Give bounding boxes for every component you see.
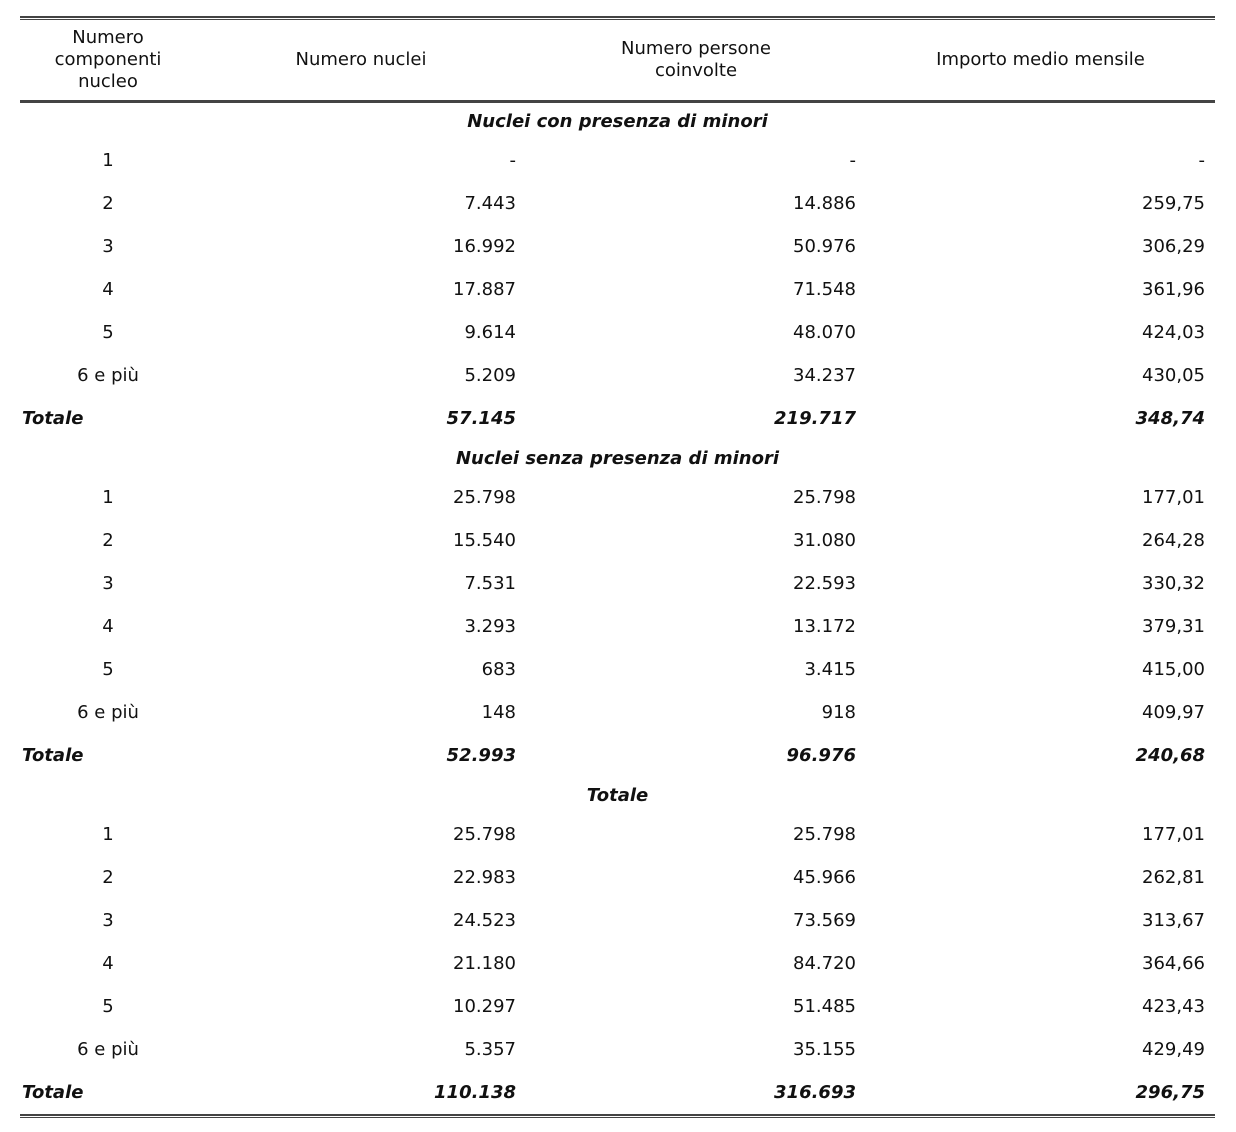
total-nuclei: 52.993 <box>446 745 516 766</box>
total-label: Totale <box>22 745 84 766</box>
cell-persone: 25.798 <box>793 487 856 508</box>
cell-importo: 177,01 <box>1142 824 1205 845</box>
cell-importo: 379,31 <box>1142 616 1205 637</box>
cell-componenti: 6 e più <box>77 365 139 386</box>
cell-persone: 14.886 <box>793 193 856 214</box>
table-row <box>20 942 1215 985</box>
table-row <box>20 605 1215 648</box>
total-label: Totale <box>22 408 84 429</box>
header-componenti: Numero componenti nucleo <box>54 27 162 92</box>
header-row <box>20 20 1215 101</box>
cell-nuclei: 3.293 <box>464 616 516 637</box>
table-row <box>20 856 1215 899</box>
cell-importo: 423,43 <box>1142 996 1205 1017</box>
cell-componenti: 5 <box>102 996 114 1017</box>
cell-nuclei: 16.992 <box>453 236 516 257</box>
cell-componenti: 1 <box>102 150 114 171</box>
cell-persone: 48.070 <box>793 322 856 343</box>
table-row <box>20 476 1215 519</box>
cell-componenti: 3 <box>102 236 114 257</box>
cell-importo: 306,29 <box>1142 236 1205 257</box>
header-nuclei: Numero nuclei <box>295 49 427 70</box>
cell-nuclei: 15.540 <box>453 530 516 551</box>
cell-nuclei: 7.531 <box>464 573 516 594</box>
table-row <box>20 268 1215 311</box>
cell-persone: 34.237 <box>793 365 856 386</box>
cell-persone: 3.415 <box>804 659 856 680</box>
section-header-row <box>20 103 1215 140</box>
total-persone: 316.693 <box>774 1082 856 1103</box>
cell-nuclei: 22.983 <box>453 867 516 888</box>
total-label: Totale <box>22 1082 84 1103</box>
cell-nuclei: 10.297 <box>453 996 516 1017</box>
table-row <box>20 813 1215 856</box>
cell-persone: 22.593 <box>793 573 856 594</box>
cell-persone: 35.155 <box>793 1039 856 1060</box>
total-nuclei: 110.138 <box>434 1082 516 1103</box>
cell-componenti: 6 e più <box>77 702 139 723</box>
total-row <box>20 734 1215 777</box>
cell-persone: 25.798 <box>793 824 856 845</box>
cell-componenti: 1 <box>102 824 114 845</box>
cell-nuclei: 5.209 <box>464 365 516 386</box>
cell-importo: 330,32 <box>1142 573 1205 594</box>
cell-importo: 409,97 <box>1142 702 1205 723</box>
section-title: Nuclei con presenza di minori <box>467 110 768 132</box>
header-persone: Numero persone coinvolte <box>621 38 771 81</box>
total-row <box>20 1071 1215 1114</box>
cell-persone: - <box>849 150 856 171</box>
table-row <box>20 648 1215 691</box>
cell-nuclei: 683 <box>481 659 516 680</box>
section-title: Nuclei senza presenza di minori <box>455 447 780 469</box>
cell-nuclei: 17.887 <box>453 279 516 300</box>
data-table-container <box>20 16 1215 1118</box>
cell-componenti: 3 <box>102 910 114 931</box>
cell-nuclei: 25.798 <box>453 824 516 845</box>
table-row <box>20 562 1215 605</box>
cell-componenti: 2 <box>102 530 114 551</box>
cell-importo: 264,28 <box>1142 530 1205 551</box>
cell-persone: 71.548 <box>793 279 856 300</box>
cell-componenti: 1 <box>102 487 114 508</box>
cell-nuclei: 25.798 <box>453 487 516 508</box>
table-row <box>20 1028 1215 1071</box>
table-row <box>20 311 1215 354</box>
cell-importo: 259,75 <box>1142 193 1205 214</box>
cell-importo: 313,67 <box>1142 910 1205 931</box>
cell-componenti: 4 <box>102 279 114 300</box>
data-table <box>20 20 1215 1114</box>
cell-importo: 430,05 <box>1142 365 1205 386</box>
table-row <box>20 225 1215 268</box>
total-nuclei: 57.145 <box>446 408 516 429</box>
cell-importo: 429,49 <box>1142 1039 1205 1060</box>
table-row <box>20 354 1215 397</box>
cell-importo: 361,96 <box>1142 279 1205 300</box>
table-row <box>20 985 1215 1028</box>
header-importo: Importo medio mensile <box>936 49 1145 70</box>
total-row <box>20 397 1215 440</box>
cell-persone: 31.080 <box>793 530 856 551</box>
table-row <box>20 139 1215 182</box>
cell-nuclei: 148 <box>481 702 516 723</box>
total-importo: 296,75 <box>1135 1082 1205 1103</box>
cell-importo: 415,00 <box>1142 659 1205 680</box>
section-header-row <box>20 777 1215 813</box>
cell-nuclei: 9.614 <box>464 322 516 343</box>
cell-importo: 364,66 <box>1142 953 1205 974</box>
cell-componenti: 4 <box>102 616 114 637</box>
cell-importo: - <box>1198 150 1205 171</box>
total-importo: 348,74 <box>1135 408 1205 429</box>
cell-componenti: 4 <box>102 953 114 974</box>
cell-componenti: 2 <box>102 193 114 214</box>
cell-nuclei: 21.180 <box>453 953 516 974</box>
total-importo: 240,68 <box>1135 745 1205 766</box>
cell-persone: 50.976 <box>793 236 856 257</box>
cell-componenti: 3 <box>102 573 114 594</box>
cell-nuclei: 7.443 <box>464 193 516 214</box>
cell-componenti: 6 e più <box>77 1039 139 1060</box>
cell-importo: 262,81 <box>1142 867 1205 888</box>
cell-persone: 918 <box>821 702 856 723</box>
cell-nuclei: - <box>509 150 516 171</box>
cell-importo: 424,03 <box>1142 322 1205 343</box>
cell-componenti: 5 <box>102 322 114 343</box>
cell-persone: 45.966 <box>793 867 856 888</box>
cell-nuclei: 5.357 <box>464 1039 516 1060</box>
cell-importo: 177,01 <box>1142 487 1205 508</box>
table-row <box>20 691 1215 734</box>
total-persone: 219.717 <box>774 408 856 429</box>
total-persone: 96.976 <box>786 745 856 766</box>
cell-persone: 84.720 <box>793 953 856 974</box>
table-row <box>20 519 1215 562</box>
cell-persone: 13.172 <box>793 616 856 637</box>
cell-persone: 51.485 <box>793 996 856 1017</box>
table-row <box>20 182 1215 225</box>
section-header-row <box>20 440 1215 476</box>
cell-persone: 73.569 <box>793 910 856 931</box>
cell-componenti: 5 <box>102 659 114 680</box>
table-row <box>20 899 1215 942</box>
bottom-rule <box>20 1114 1215 1118</box>
section-title: Totale <box>586 784 649 806</box>
cell-componenti: 2 <box>102 867 114 888</box>
cell-nuclei: 24.523 <box>453 910 516 931</box>
